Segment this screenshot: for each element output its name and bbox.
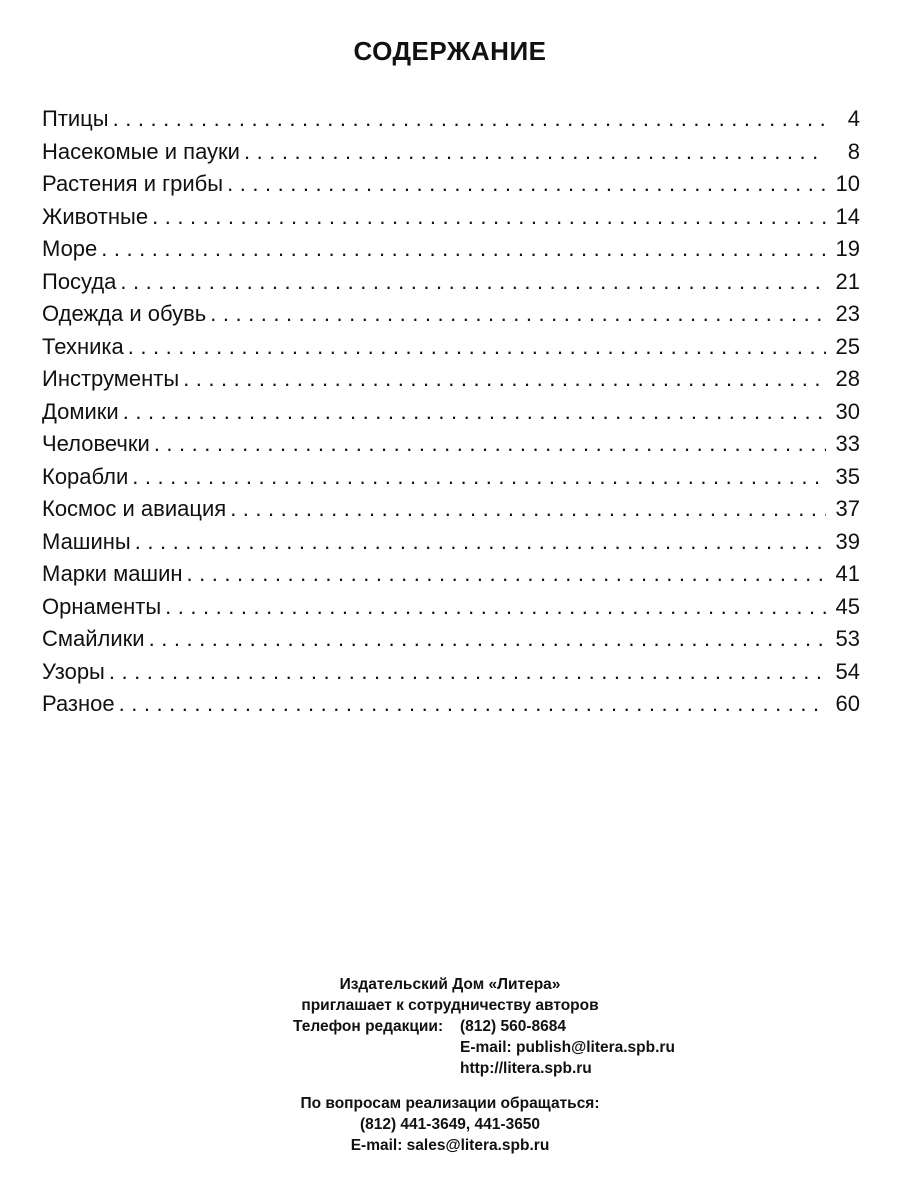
toc-entry-page: 60 [835,691,860,716]
toc-entry [42,623,860,656]
toc-dot-leader [230,493,826,526]
toc-entry [42,526,860,559]
publisher-name: Издательский Дом «Литера» [339,976,561,993]
toc-entry [42,331,860,364]
toc-entry-page: 39 [835,528,860,554]
toc-entry-page: 10 [835,171,860,196]
toc-entry-page: 41 [835,561,860,586]
toc-entry-title: Техника [42,333,124,359]
toc-entry-title: Домики [42,398,119,424]
toc-entry-page: 25 [835,333,860,359]
toc-entry-page: 4 [847,106,860,131]
toc-dot-leader [149,623,826,656]
toc-entry-title: Марки машин [42,561,183,586]
toc-entry [42,363,860,396]
toc-entry-page: 54 [835,658,860,684]
website-url: http://litera.spb.ru [460,1060,592,1077]
toc-dot-leader [152,201,826,234]
toc-entry-title: Человечки [42,431,150,456]
toc-entry-title: Корабли [42,463,129,489]
toc-entry [42,298,860,331]
toc-entry-title: Космос и авиация [42,496,227,521]
toc-dot-leader [244,136,826,169]
toc-dot-leader [132,461,826,494]
toc-entry-page: 45 [835,593,860,619]
toc-dot-leader [119,688,826,721]
toc-dot-leader [128,331,826,364]
toc-entry-page: 35 [835,463,860,489]
toc-entry-page: 8 [847,138,860,164]
table-of-contents [42,103,860,721]
toc-dot-leader [154,428,826,461]
toc-dot-leader [210,298,826,331]
toc-entry [42,201,860,234]
page-title: СОДЕРЖАНИЕ [353,36,547,66]
toc-dot-leader [135,526,826,559]
toc-dot-leader [101,233,826,266]
toc-entry [42,656,860,689]
toc-entry [42,688,860,721]
toc-entry-page: 28 [835,366,860,391]
toc-entry-title: Растения и грибы [42,171,224,196]
toc-entry-title: Узоры [42,658,105,684]
sales-heading: По вопросам реализации обращаться: [300,1095,600,1112]
toc-dot-leader [109,656,826,689]
toc-entry-title: Птицы [42,106,109,131]
toc-entry [42,103,860,136]
toc-entry-title: Посуда [42,268,117,294]
toc-dot-leader [113,103,826,136]
toc-dot-leader [187,558,826,591]
toc-entry [42,558,860,591]
toc-entry-page: 33 [835,431,860,456]
toc-dot-leader [183,363,826,396]
toc-entry-title: Разное [42,691,115,716]
toc-entry-page: 23 [835,301,860,326]
phone-label: Телефон редакции: [293,1018,444,1035]
toc-entry-title: Животные [42,203,149,229]
toc-entry-title: Насекомые и пауки [42,138,240,164]
toc-entry-title: Море [42,236,98,261]
phone-row [0,1016,900,1037]
toc-entry [42,493,860,526]
toc-entry-title: Орнаменты [42,593,162,619]
toc-entry [42,396,860,429]
toc-entry-title: Инструменты [42,366,180,391]
toc-entry [42,233,860,266]
toc-entry-page: 53 [835,626,860,651]
publisher-info [0,974,900,1156]
toc-entry-page: 30 [835,398,860,424]
toc-entry [42,428,860,461]
toc-entry [42,168,860,201]
toc-entry-title: Одежда и обувь [42,301,207,326]
toc-entry-page: 21 [835,268,860,294]
website-row [0,1058,900,1079]
publish-email: E-mail: publish@litera.spb.ru [460,1039,675,1056]
sales-email: E-mail: sales@litera.spb.ru [350,1137,550,1154]
toc-entry [42,461,860,494]
toc-dot-leader [165,591,826,624]
toc-entry-page: 14 [835,203,860,229]
email-row [0,1037,900,1058]
toc-entry [42,266,860,299]
toc-entry-title: Машины [42,528,131,554]
toc-dot-leader [227,168,826,201]
toc-dot-leader [123,396,826,429]
toc-entry [42,591,860,624]
phone-number: (812) 560-8684 [460,1018,566,1035]
publisher-invite: приглашает к сотрудничеству авторов [301,997,599,1014]
toc-entry-page: 37 [835,496,860,521]
sales-phones: (812) 441-3649, 441-3650 [359,1116,541,1133]
toc-dot-leader [120,266,826,299]
toc-entry [42,136,860,169]
toc-entry-title: Смайлики [42,626,145,651]
toc-entry-page: 19 [835,236,860,261]
footer-spacer [0,1079,900,1093]
